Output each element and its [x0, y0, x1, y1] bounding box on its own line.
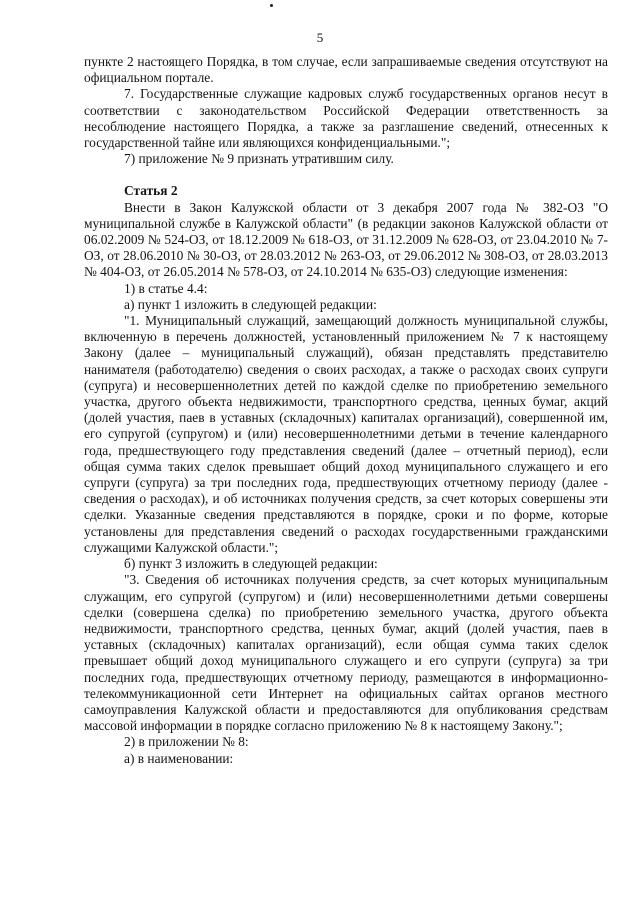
paragraph-item-7-responsibility: 7. Государственные служащие кадровых служб государственных органов несут в соответствии с законодательством Российской Федерации ответственность за несоблюдение настоящего Порядка, а также за разглашение сведений, отнесенных к государственной тайне или являющихся конфиденциальными."; [84, 86, 608, 151]
article-heading: Статья 2 [124, 183, 178, 199]
paragraph-sub-a-title: а) в наименовании: [124, 750, 234, 766]
paragraph-sub-a: а) пункт 1 изложить в следующей редакции: [124, 296, 377, 312]
document-body [84, 54, 608, 767]
paragraph-sub-b: б) пункт 3 изложить в следующей редакции: [124, 556, 378, 572]
paragraph-quoted-point-1: "1. Муниципальный служащий, замещающий должность муниципальной службы, включенную в перечень должностей, установленный приложением № 7 к настоящему Закону (далее – муниципальный служащий), обязан представлять представителю нанимателя (работодателю) сведения о своих расходах, а также о расходах своих супруги (супруга) и несовершеннолетних детей по каждой сделке по приобретению земельного участка, другого объекта недвижимости, транспортного средства, ценных бумаг, акций (долей участия, паев в уставных (складочных) капиталах организаций), совершенной им, его супругой (супругом) и (или) несовершеннолетними детьми в течение календарного года, предшествующего году представления сведений (далее – отчетный период), если общая сумма таких сделок превышает общий доход муниципального служащего и его супруги (супруга) за три последних года, предшествующих отчетному периоду (далее - сведения о расходах), и об источниках получения средств, за счет которых совершены эти сделки. Указанные сведения представляются в порядке, сроки и по форме, которые установлены для представления сведений о расходах государственными гражданскими служащими Калужской области."; [84, 313, 608, 555]
paragraph-article-intro: Внести в Закон Калужской области от 3 декабря 2007 года № 382-ОЗ "О муниципальной службе в Калужской области" (в редакции законов Калужской области от 06.02.2009 № 524-ОЗ, от 18.12.2009 № 618-ОЗ, от 31.12.2009 № 628-ОЗ, от 23.04.2010 № 7-ОЗ, от 28.06.2010 № 30-ОЗ, от 28.03.2012 № 263-ОЗ, от 29.06.2012 № 308-ОЗ, от 28.03.2013 № 404-ОЗ, от 26.05.2014 № 578-ОЗ, от 24.10.2014 № 635-ОЗ) следующие изменения: [84, 199, 608, 280]
scan-speck [270, 4, 273, 7]
paragraph-continuation: пункте 2 настоящего Порядка, в том случае, если запрашиваемые сведения отсутствуют на официальном портале. [84, 54, 608, 86]
page-number: 5 [316, 30, 324, 45]
paragraph-quoted-point-3: "3. Сведения об источниках получения средств, за счет которых муниципальным служащим, его супругой (супругом) и (или) несовершеннолетними детьми совершены сделки (совершена сделка) по приобретению земельного участка, другого объекта недвижимости, транспортного средства, ценных бумаг, акций (долей участия, паев в уставных (складочных) капиталах организаций), если общая сумма таких сделок превышает общий доход муниципального служащего и его супруги (супруга) за три последних года, предшествующих отчетному периоду, размещаются в информационно-телекоммуникационной сети Интернет на официальных сайтах органов местного самоуправления Калужской области и предоставляются для опубликования средствам массовой информации в порядке согласно приложению № 8 к настоящему Закону."; [84, 572, 608, 734]
paragraph-sub-2: 2) в приложении № 8: [124, 734, 249, 750]
paragraph-sub-1: 1) в статье 4.4: [124, 280, 208, 296]
paragraph-item-7-appendix: 7) приложение № 9 признать утратившим силу. [124, 151, 394, 167]
